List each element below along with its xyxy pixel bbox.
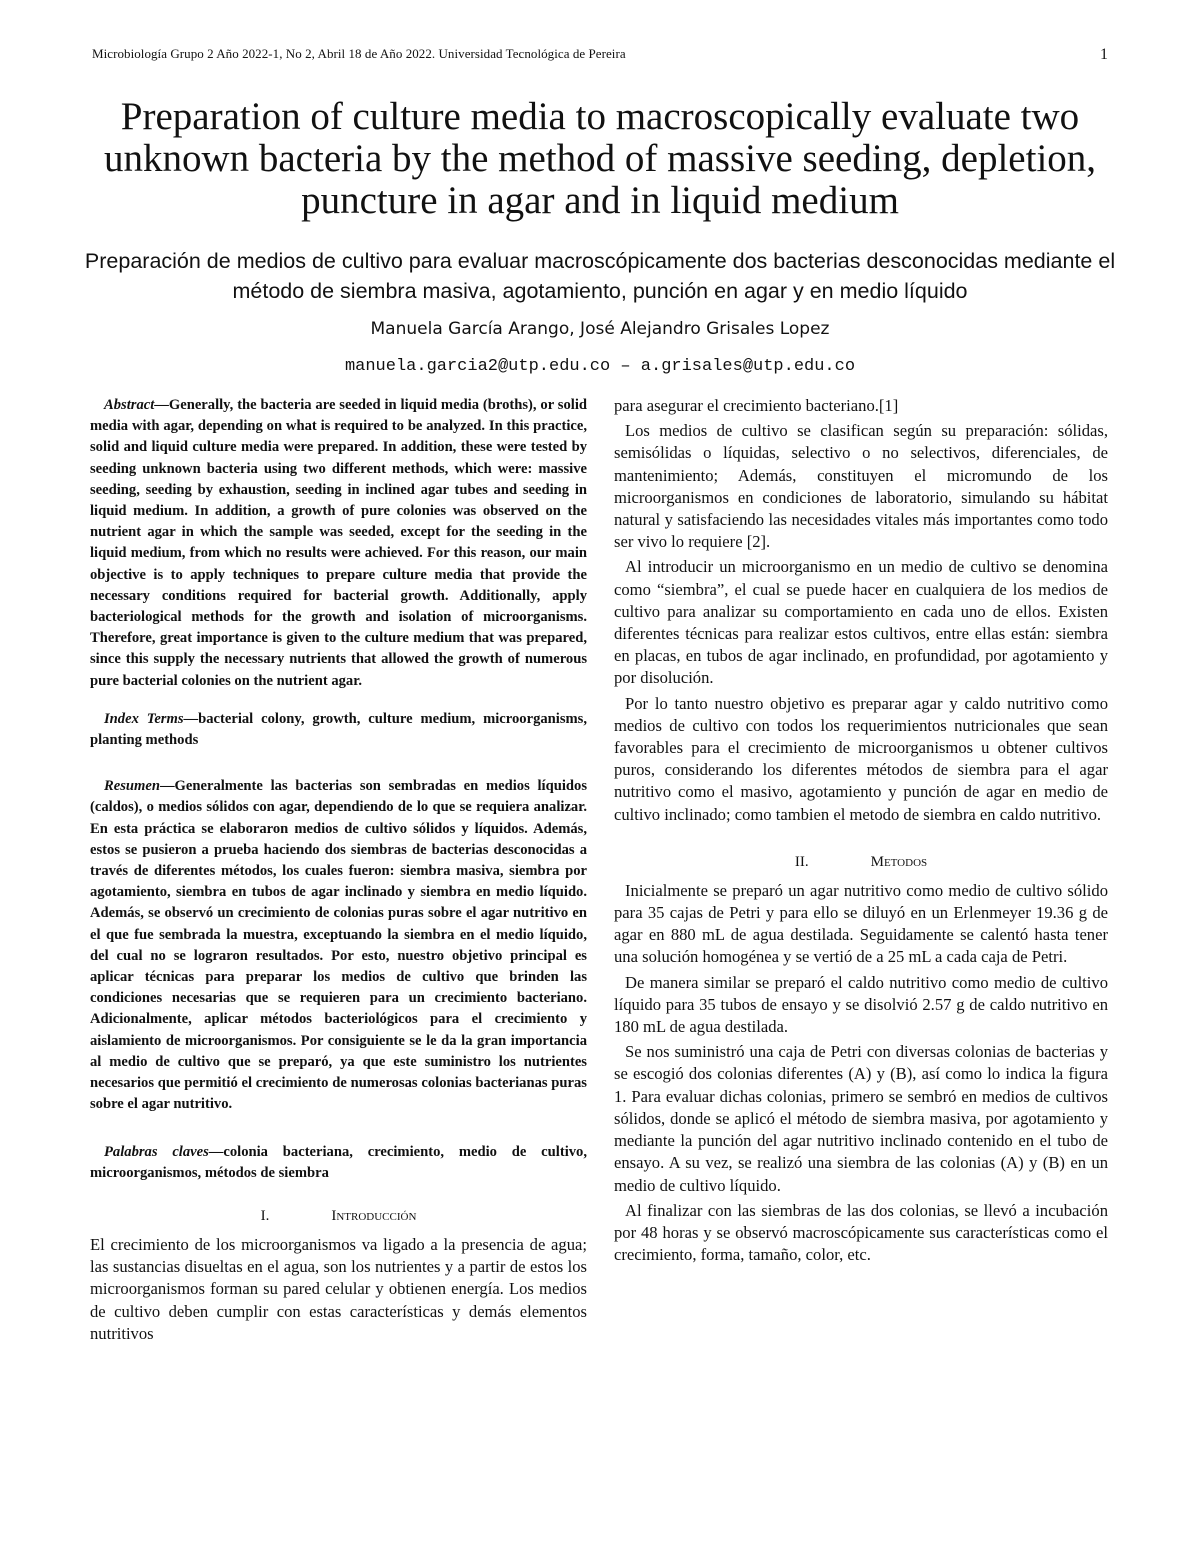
section-heading-introduccion [90,1206,587,1226]
paragraph: Se nos suministró una caja de Petri con diversas colonias de bacterias y se escogió dos colonias diferentes (A) y (B), así como lo indica la figura 1. Para evaluar dichas colonias, primero se sembró en medios de cultivos sólidos, donde se aplicó el método de siembra masiva, por agotamiento y mediante la punción del agar nutritivo inclinado contenido en el tubo de ensayo. A su vez, se realizó una siembra de las colonias (A) y (B) en un medio de cultivo líquido. [614,1042,1108,1195]
paragraph: Inicialmente se preparó un agar nutritivo como medio de cultivo sólido para 35 cajas de Petri y para ello se diluyó en un Erlenmeyer 19.36 g de agar en 880 mL de agua destilada. Seguidamente se calentó hasta tener una solución homogénea y se vertió de a 25 mL a cada caja de Petri. [614,880,1108,967]
abstract-label: Abstract [104,397,155,413]
palabras-claves-label: Palabras claves [104,1143,209,1160]
right-column [614,395,1108,1269]
running-head [92,46,1108,62]
palabras-claves-text: —colonia bacteriana, crecimiento, medio de cultivo, microorganismos, métodos de siembra [90,1143,587,1181]
section-heading-metodos [614,852,1108,872]
paragraph: Por lo tanto nuestro objetivo es preparar agar y caldo nutritivo como medios de cultivo con todos los requerimientos nutricionales que sean favorables para el crecimiento de microorganismos u obtener cultivos puros, considerando los diferentes métodos de siembra para el agar nutritivo como el masivo, agotamiento y punción de agar en medio de cultivo inclinado; como tambien el metodo de siembra en caldo nutritivo. [614,693,1108,824]
section-number: II. [794,853,809,870]
paragraph: De manera similar se preparó el caldo nutritivo como medio de cultivo líquido para 35 tubos de ensayo y se disolvió 2.57 g de caldo nutritivo en 180 mL de agua destilada. [614,972,1108,1037]
index-terms [90,709,587,751]
left-column [90,395,587,1348]
authors: Manuela García Arango, José Alejandro Grisales Lopez [370,319,830,339]
author-emails: manuela.garcia2@utp.edu.co – a.grisales@utp.edu.co [344,357,856,376]
paragraph: Al finalizar con las siembras de las dos colonias, se llevó a incubación por 48 horas y se observó macroscópicamente sus características como el crecimiento, forma, tamaño, color, etc. [614,1200,1108,1265]
paragraph: Al introducir un microorganismo en un medio de cultivo se denomina como “siembra”, el cual se puede hacer en cualquiera de los medios de cultivo para analizar su comportamiento en cada uno de ellos. Existen diferentes técnicas para realizar estos cultivos, entre ellas están: siembra en placas, en tubos de agar inclinado, en profundidad, por agotamiento y por disolución. [614,557,1108,688]
paper-subtitle-spanish: Preparación de medios de cultivo para evaluar macroscópicamente dos bacterias desconocidas mediante el método de siembra masiva, agotamiento, punción en agar y en medio líquido [84,249,1116,303]
paper-title: Preparation of culture media to macroscopically evaluate two unknown bacteria by the method of massive seeding, depletion, puncture in agar and in liquid medium [103,95,1097,222]
section-title: Metodos [870,853,928,870]
resumen-text: —Generalmente las bacterias son sembradas en medios líquidos (caldos), o medios sólidos con agar, dependiendo de lo que se requiera analizar. En esta práctica se elaboraron medios de cultivo sólidos y líquidos. Además, estos se pusieron a prueba haciendo dos siembras de bacterias desconocidas a través de diferentes métodos, los cuales fueron: siembra masiva, siembra por agotamiento, siembra en tubos de agar inclinado y siembra en medio líquido. Además, se observó un crecimiento de colonias puras sobre el agar nutritivo en el que fue sembrada la muestra, exceptuando la siembra en el medio líquido, del cual no se lograron resultados. Por esto, nuestro objetivo principal es aplicar técnicas para preparar los medios de cultivo que brinden las condiciones necesarias que se requieren para un crecimiento bacteriano. Adicionalmente, aplicar métodos bacteriológicos para el crecimiento y aislamiento de microorganismos. Por consiguiente se le da la gran importancia al medio de cultivo que se preparó, ya que este suministro los nutrientes necesarios que permitió el crecimiento de numerosas colonias bacterianas puras sobre el agar nutritivo. [90,778,587,1113]
resumen-label: Resumen [104,778,160,795]
section-number: I. [260,1207,270,1224]
page-number: 1 [1099,46,1108,63]
paragraph: El crecimiento de los microorganismos va ligado a la presencia de agua; las sustancias disueltas en el agua, son los nutrientes y a partir de estos los microorganismos forman su pared celular y obtienen energía. Los medios de cultivo deben cumplir con estas características y demás elementos nutritivos [90,1234,587,1343]
abstract-text: —Generally, the bacteria are seeded in liquid media (broths), or solid media with agar, depending on what is required to be analyzed. In this practice, solid and liquid culture media were prepared. In addition, these were tested by seeding unknown bacteria using two different methods, which were: massive seeding, seeding by exhaustion, seeding in inclined agar tubes and seeding in liquid medium. In addition, a growth of pure colonies was observed on the nutrient agar in which the sample was seeded, except for the seeding in the liquid medium, from which no results were achieved. For this reason, our main objective is to apply techniques to prepare culture media that provide the necessary conditions required for bacterial growth. Additionally, apply bacteriological methods for the growth and isolation of microorganisms. Therefore, great importance is given to the culture medium that was prepared, since this supply the necessary nutrients that allowed the growth of numerous pure bacterial colonies on the nutrient agar. [90,397,587,689]
index-terms-text: —bacterial colony, growth, culture medium, microorganisms, planting methods [90,710,587,749]
index-terms-label: Index Terms [104,710,184,727]
resumen [90,776,587,1115]
paragraph: Los medios de cultivo se clasifican según su preparación: sólidas, semisólidas o líquidas, selectivo o no selectivos, diferenciales, de mantenimiento; Además, constituyen el micromundo de los microorganismos en condiciones de laboratorio, simulando su hábitat natural y satisfaciendo las necesidades vitales más importantes como todo ser vivo lo requiere [2]. [614,421,1108,552]
section-title: Introducción [331,1207,417,1224]
running-head-text: Microbiología Grupo 2 Año 2022-1, No 2, Abril 18 de Año 2022. Universidad Tecnológica de Pereira [92,46,626,61]
paragraph: para asegurar el crecimiento bacteriano.[1] [614,396,899,415]
palabras-claves [90,1142,587,1184]
abstract [90,395,587,692]
